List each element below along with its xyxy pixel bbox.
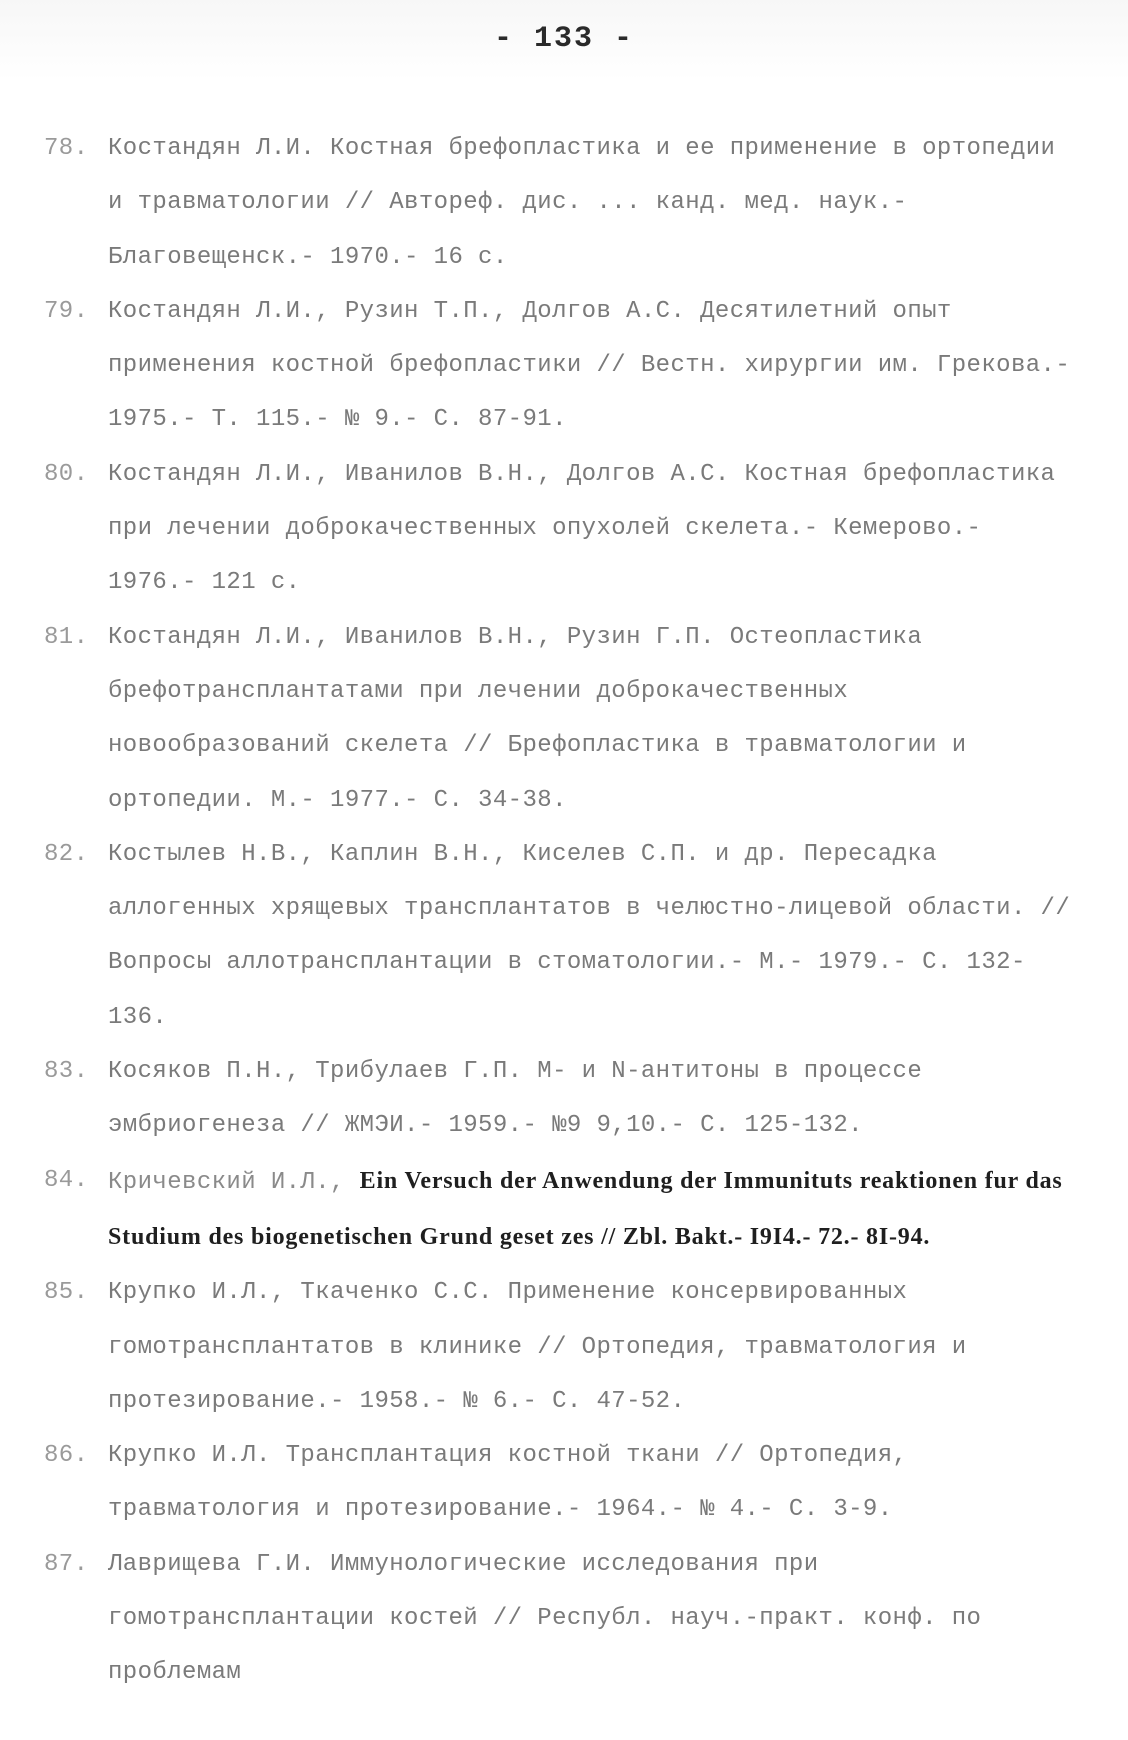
reference-item [44, 1429, 1084, 1538]
reference-item [44, 1154, 1084, 1267]
reference-text: Костылев Н.В., Каплин В.Н., Киселев С.П. и др. Пересадка аллогенных хрящевых трансплантатов в челюстно-лицевой области. // Вопросы аллотрансплантации в стоматологии.- М.- 1979.- С. 132-136. [108, 840, 1071, 1031]
reference-item [44, 1045, 1084, 1154]
reference-text [108, 1169, 1063, 1252]
reference-item [44, 1538, 1084, 1701]
reference-author: Кричевский И.Л., [108, 1168, 345, 1196]
reference-text: Крупко И.Л., Ткаченко С.С. Применение консервированных гомотрансплантатов в клинике // Ортопедия, травматология и протезирование.- 1958.- № 6.- С. 47-52. [108, 1279, 967, 1415]
reference-text: Крупко И.Л. Трансплантация костной ткани // Ортопедия, травматология и протезирование.- 1964.- № 4.- С. 3-9. [108, 1442, 908, 1524]
reference-number: 83. [44, 1058, 89, 1086]
reference-item [44, 1266, 1084, 1429]
reference-text: Косяков П.Н., Трибулаев Г.П. М- и N-антитоны в процессе эмбриогенеза // ЖМЭИ.- 1959.- №9 9,10.- С. 125-132. [108, 1058, 923, 1140]
reference-number: 82. [44, 840, 89, 868]
reference-number: 84. [44, 1166, 89, 1194]
reference-number: 81. [44, 623, 89, 651]
reference-text: Лаврищева Г.И. Иммунологические исследования при гомотрансплантации костей // Республ. науч.-практ. конф. по проблемам [108, 1550, 982, 1687]
reference-text: Костандян Л.И. Костная брефопластика и ее применение в ортопедии и травматологии // Автореф. дис. ... канд. мед. наук.- Благовещенск.- 1970.- 16 с. [108, 135, 1056, 271]
reference-number: 86. [44, 1442, 89, 1470]
reference-item [44, 448, 1084, 611]
reference-item [44, 122, 1084, 285]
reference-item [44, 828, 1084, 1045]
reference-text: Костандян Л.И., Иванилов В.Н., Рузин Г.П. Остеопластика брефотрансплантатами при лечении доброкачественных новообразований скелета // Брефопластика в травматологии и ортопедии. М.- 1977.- С. 34-38. [108, 623, 967, 814]
reference-number: 87. [44, 1550, 89, 1578]
page-number: - 133 - [493, 22, 635, 56]
reference-number: 85. [44, 1279, 89, 1307]
reference-number: 78. [44, 135, 89, 162]
reference-item [44, 611, 1084, 828]
reference-text: Костандян Л.И., Иванилов В.Н., Долгов А.С. Костная брефопластика при лечении доброкачественных опухолей скелета.- Кемерово.- 1976.- 121 с. [108, 460, 1056, 597]
reference-title-german: Ein Versuch der Anwendung der Immunituts reaktionen fur das Studium des biogenetischen Grund geset zes // Zbl. Bakt.- I9I4.- 72.- 8I-94. [108, 1167, 1063, 1250]
reference-item [44, 285, 1084, 448]
reference-text: Костандян Л.И., Рузин Т.П., Долгов А.С. Десятилетний опыт применения костной брефопластики // Вестн. хирургии им. Грекова.- 1975.- Т. 115.- № 9.- С. 87-91. [108, 297, 1071, 434]
reference-list [44, 122, 1084, 1701]
reference-number: 79. [44, 297, 89, 325]
reference-number: 80. [44, 460, 89, 488]
